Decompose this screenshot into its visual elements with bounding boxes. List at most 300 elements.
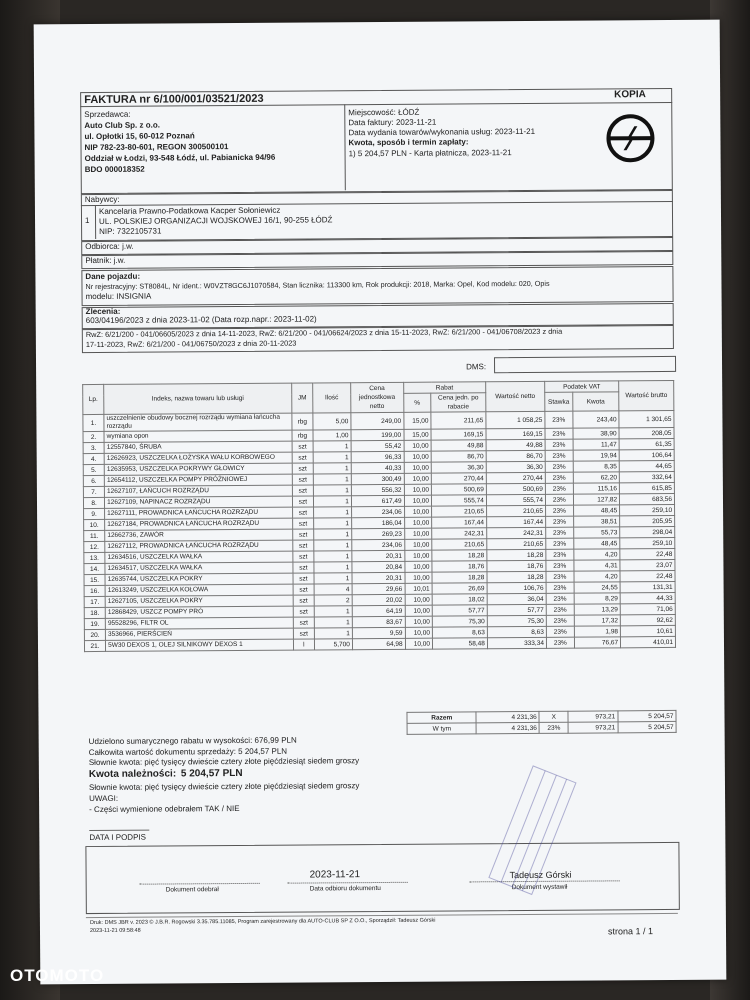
page-number: strona 1 / 1	[607, 926, 654, 937]
table-cell: 10,00	[404, 484, 431, 495]
col-lp: Lp.	[83, 384, 104, 414]
table-cell: 18,76	[432, 561, 487, 572]
table-cell: rbg	[292, 430, 313, 441]
seller-line: NIP 782-23-80-601, REGON 300500101	[84, 142, 229, 153]
table-cell: szt	[293, 628, 314, 639]
col-net: Wartość netto	[486, 381, 545, 411]
sum-gross: 5 204,57	[618, 710, 676, 721]
buyer-line: NIP: 7322105731	[99, 226, 162, 236]
table-cell: szt	[293, 595, 314, 606]
table-cell: 270,44	[486, 472, 545, 483]
table-cell: 71,06	[620, 603, 675, 614]
table-cell: szt	[293, 617, 314, 628]
table-cell: szt	[292, 485, 313, 496]
table-cell: 75,30	[487, 615, 546, 626]
table-cell: 1	[313, 463, 351, 474]
table-cell: 10,00	[404, 462, 431, 473]
footer-timestamp: 2023-11-21 09:58:48	[89, 927, 141, 935]
table-cell: 210,65	[432, 539, 487, 550]
table-cell: 57,77	[432, 605, 487, 616]
table-cell: 12627111, PROWADNICA ŁAŃCUCHA ROZRZĄDU	[105, 507, 293, 519]
table-cell: 29,66	[352, 583, 405, 594]
table-cell: 106,76	[487, 582, 546, 593]
table-cell: 23%	[546, 637, 574, 648]
table-cell: 23%	[545, 483, 573, 494]
rwz-line: RwZ: 6/21/200 - 041/06605/2023 z dnia 14-11-2023, RwZ: 6/21/200 - 041/06624/2023 z dnia 15-11-2023, RwZ: 6/21/200 - 041/06708/2023 z dnia	[85, 326, 563, 340]
table-cell: 617,49	[351, 495, 404, 506]
issuer-name: Tadeusz Górski	[509, 869, 572, 881]
table-cell: 23%	[546, 516, 574, 527]
table-cell: 49,88	[431, 440, 486, 451]
sum-vat: 973,21	[568, 711, 617, 722]
table-cell: 38,90	[573, 428, 619, 439]
table-cell: 36,30	[486, 461, 545, 472]
table-cell: 20,31	[352, 550, 405, 561]
table-cell: 4	[314, 584, 352, 595]
table-cell: 2	[314, 595, 352, 606]
table-cell: 21.	[84, 640, 105, 651]
table-cell: 12634516, USZCZELKA WAŁKA	[105, 551, 293, 563]
delivery-date: Data wydania towarów/wykonania usług: 2023-11-21	[348, 126, 536, 138]
table-cell: 13,29	[574, 604, 620, 615]
table-cell: 64,19	[352, 605, 405, 616]
table-cell: 38,51	[573, 516, 619, 527]
table-cell: szt	[292, 507, 313, 518]
table-cell: 4,20	[574, 571, 620, 582]
table-cell: 127,82	[573, 494, 619, 505]
table-cell: 23%	[545, 439, 573, 450]
table-cell: 44,33	[620, 592, 675, 603]
table-cell: 12868429, USZCZ POMPY PRÓ	[105, 606, 293, 618]
table-cell: szt	[293, 573, 314, 584]
table-cell: 18,28	[487, 571, 546, 582]
table-cell: szt	[292, 474, 313, 485]
date-sign-label: DATA I PODPIS	[89, 832, 146, 843]
table-cell: 106,64	[619, 449, 674, 460]
table-cell: 15,00	[404, 429, 431, 440]
table-cell: 4,20	[574, 549, 620, 560]
recipient: Odbiorca: j.w.	[85, 241, 134, 252]
otomoto-watermark: OTOMOTO	[10, 966, 105, 985]
table-cell: 1	[313, 452, 351, 463]
footer-print-info: Druk: DMS JBR v. 2023 © J.B.R. Rogowski 3.35.785.11085, Program zarejestrowany dla AUTO-CLUB SP Z O.O., Sporządził: Tadeusz Górski	[89, 917, 436, 927]
table-cell: 210,65	[432, 506, 487, 517]
table-cell: 19,94	[573, 450, 619, 461]
table-cell: 9,59	[352, 627, 405, 638]
table-cell: 298,04	[620, 526, 675, 537]
discount-text: Udzielono sumarycznego rabatu w wysokości: 676,99 PLN	[88, 735, 297, 747]
table-cell: 269,23	[352, 528, 405, 539]
table-cell: 17.	[84, 596, 105, 607]
table-cell: 48,45	[573, 538, 619, 549]
table-cell: 199,00	[351, 429, 404, 440]
due-value: 5 204,57 PLN	[180, 767, 243, 780]
table-cell: 12635953, USZCZELKA POKRYWY GŁOWICY	[104, 463, 292, 475]
table-cell: szt	[293, 540, 314, 551]
table-cell: 10,00	[404, 517, 431, 528]
total-value-text: Całkowita wartość dokumentu sprzedaży: 5 204,57 PLN	[88, 746, 288, 758]
table-cell: 169,15	[486, 428, 545, 439]
table-cell: 12627109, NAPINACZ ROZRZĄDU	[105, 496, 293, 508]
received-label: Dokument odebrał	[165, 886, 219, 894]
table-cell: 186,04	[351, 517, 404, 528]
payer: Płatnik: j.w.	[85, 255, 126, 266]
table-cell: 22,48	[620, 548, 675, 559]
table-cell: 12627184, PROWADNICA ŁAŃCUCHA ROZRZĄDU	[105, 518, 293, 530]
amount-words: Słownie kwota: pięć tysięcy dwieście cztery złote pięćdziesiąt siedem groszy	[88, 781, 360, 793]
sum-label: Razem	[407, 712, 477, 723]
table-cell: 17,32	[574, 615, 620, 626]
table-cell: 23%	[545, 461, 573, 472]
table-cell: 20.	[84, 629, 105, 640]
table-cell: 10,00	[404, 451, 431, 462]
table-cell: 16.	[84, 585, 105, 596]
table-cell: 115,16	[573, 483, 619, 494]
table-cell: 1	[314, 606, 352, 617]
sum-net: 4 231,36	[476, 711, 539, 722]
table-cell: 1	[314, 551, 352, 562]
table-cell: 12627105, USZCZELKA POKRY	[105, 595, 293, 607]
buyer-number: 1	[84, 216, 90, 226]
table-cell: 167,44	[486, 516, 545, 527]
seller-line: BDO 000018352	[84, 164, 145, 175]
col-jm: JM	[291, 383, 312, 413]
table-cell: 36,04	[487, 593, 546, 604]
wtym-label: W tym	[407, 723, 477, 734]
table-cell: 8,63	[432, 627, 487, 638]
issuer-label: Dokument wystawił	[511, 883, 568, 892]
table-cell: 234,06	[351, 506, 404, 517]
table-cell: 75,30	[432, 616, 487, 627]
remark-line: - Części wymienione odebrałem TAK / NIE	[89, 803, 240, 815]
table-cell: 12654112, USZCZELKA POMPY PRÓŻNIOWEJ	[104, 474, 292, 486]
table-cell: 92,62	[620, 614, 675, 625]
table-cell: 3536966, PIERŚCIEŃ	[105, 628, 293, 640]
table-cell: 1	[313, 441, 351, 452]
table-cell: 86,70	[486, 450, 545, 461]
seller-line: ul. Opłotki 15, 60-012 Poznań	[84, 131, 195, 142]
table-cell: 23%	[545, 450, 573, 461]
table-cell: 19.	[84, 618, 105, 629]
table-cell: 10,00	[404, 528, 431, 539]
vehicle-line: modelu: INSIGNIA	[85, 291, 152, 302]
table-cell: 1,98	[574, 626, 620, 637]
seller-label: Sprzedawca:	[84, 109, 131, 120]
vehicle-line: Nr rejestracyjny: ST8084L, Nr ident.: W0VZT8GC6J1070584, Stan licznika: 113300 km, Rok produkcji: 2018, Marka: Opel, Kod modelu: 020, Opis	[85, 278, 550, 292]
table-cell: 18,76	[487, 560, 546, 571]
table-cell: 555,74	[486, 494, 545, 505]
table-cell: 20,84	[352, 561, 405, 572]
copy-label: KOPIA	[614, 89, 646, 101]
table-cell: 24,55	[574, 582, 620, 593]
col-pct: %	[403, 393, 431, 412]
table-cell: 10,00	[404, 440, 431, 451]
orders-label: Zlecenia:	[85, 306, 121, 317]
table-cell: 5W30 DEXOS 1, OLEJ SILNIKOWY DEXOS 1	[106, 639, 294, 651]
table-cell: 12613249, USZCZELKA KOŁOWA	[105, 584, 293, 596]
table-cell: 1	[313, 474, 351, 485]
col-price-after: Cena jedn. po rabacie	[431, 393, 486, 412]
table-cell: 55,73	[573, 527, 619, 538]
vehicle-label: Dane pojazdu:	[85, 271, 141, 282]
table-cell: 23%	[546, 604, 574, 615]
table-cell: 18.	[84, 607, 105, 618]
orders-line: 603/04196/2023 z dnia 2023-11-02 (Data rozp.napr.: 2023-11-02)	[85, 314, 317, 326]
table-cell: 210,65	[487, 538, 546, 549]
table-cell: 683,56	[620, 493, 675, 504]
table-cell: 23%	[546, 593, 574, 604]
table-cell: 18,02	[432, 594, 487, 605]
table-cell: 64,98	[352, 638, 405, 649]
payment-info: 1) 5 204,57 PLN - Karta płatnicza, 2023-11-21	[348, 148, 512, 159]
table-cell: 12627112, PROWADNICA ŁAŃCUCHA ROZRZĄDU	[105, 540, 293, 552]
col-gross: Wartość brutto	[619, 380, 674, 410]
table-cell: 10,00	[405, 616, 432, 627]
table-cell: 1	[313, 485, 351, 496]
table-cell: 10,00	[405, 572, 432, 583]
seller-line: Oddział w Łodzi, 93-548 Łódź, ul. Pabianicka 94/96	[84, 152, 276, 164]
table-cell: 96,33	[351, 451, 404, 462]
table-cell: 23%	[546, 571, 574, 582]
table-cell: 234,06	[352, 539, 405, 550]
table-cell: 10.	[84, 519, 105, 530]
rwz-line: 17-11-2023, RwZ: 6/21/200 - 041/06750/2023 z dnia 20-11-2023	[85, 338, 297, 350]
table-cell: rbg	[292, 413, 313, 430]
table-cell: 57,77	[487, 604, 546, 615]
seller-line: Auto Club Sp. z o.o.	[84, 120, 160, 131]
table-cell: 556,32	[351, 484, 404, 495]
table-cell: 410,01	[621, 636, 676, 647]
table-cell: 211,65	[431, 412, 486, 429]
table-cell: szt	[293, 529, 314, 540]
table-cell: 167,44	[432, 517, 487, 528]
table-cell: 10,00	[404, 550, 431, 561]
table-cell: uszczelnienie obudowy bocznej rozrządu wymiana łańcucha rozrządu	[104, 413, 292, 431]
table-cell: 615,85	[619, 482, 674, 493]
table-cell: 10,00	[405, 605, 432, 616]
items-table	[82, 380, 676, 652]
buyer-line: UL. POLSKIEJ ORGANIZACJI WOJSKOWEJ 16/1, 90-255 ŁÓDŹ	[99, 215, 333, 226]
table-cell: 1	[314, 617, 352, 628]
table-cell: 1	[314, 562, 352, 573]
table-cell: 23%	[546, 615, 574, 626]
table-cell: 242,31	[487, 527, 546, 538]
table-cell: 1,00	[313, 430, 351, 441]
invoice-date: Data faktury: 2023-11-21	[348, 117, 437, 128]
table-cell: szt	[293, 551, 314, 562]
table-cell: 1	[314, 628, 352, 639]
dms-label: DMS:	[466, 362, 487, 372]
table-cell: 11.	[84, 530, 105, 541]
table-cell: 249,00	[351, 412, 404, 429]
payment-label: Kwota, sposób i termin zapłaty:	[348, 137, 469, 148]
col-vat: Podatek VAT	[545, 381, 619, 393]
table-cell: 131,31	[620, 581, 675, 592]
table-cell: 18,28	[487, 549, 546, 560]
table-cell: 23%	[546, 626, 574, 637]
table-cell: 243,40	[573, 411, 620, 428]
table-cell: 300,49	[351, 473, 404, 484]
table-cell: 10,01	[405, 583, 432, 594]
table-cell: 5.	[83, 464, 104, 475]
signature-box	[85, 842, 679, 914]
table-cell: 23%	[545, 505, 573, 516]
table-cell: 8,35	[573, 461, 619, 472]
table-cell: 210,65	[486, 505, 545, 516]
table-cell: 76,67	[574, 637, 620, 648]
table-cell: 10,00	[404, 473, 431, 484]
table-cell: 1	[314, 518, 352, 529]
table-cell: 270,44	[431, 473, 486, 484]
table-cell: szt	[292, 441, 313, 452]
col-rabat: Rabat	[403, 382, 485, 394]
table-cell: 18,28	[432, 572, 487, 583]
totals-table	[406, 710, 676, 735]
table-cell: 23%	[546, 582, 574, 593]
table-cell: 12626923, USZCZELKA ŁOŻYSKA WAŁU KORBOWEGO	[104, 452, 292, 464]
due-label: Kwota należności:	[88, 768, 177, 781]
table-cell: 10,00	[404, 539, 431, 550]
table-cell: 62,20	[573, 472, 619, 483]
sum-rate: X	[539, 711, 568, 722]
wtym-vat: 973,21	[568, 722, 617, 733]
table-cell: 23%	[546, 527, 574, 538]
table-cell: 1	[314, 540, 352, 551]
col-amount: Kwota	[572, 392, 619, 411]
table-cell: 49,88	[486, 439, 545, 450]
table-cell: 4.	[83, 453, 104, 464]
table-cell: 8,29	[574, 593, 620, 604]
table-cell: 3.	[83, 442, 104, 453]
table-cell: 15,00	[403, 412, 431, 429]
table-cell: szt	[292, 518, 313, 529]
wtym-net: 4 231,36	[477, 722, 540, 733]
table-cell: 20,02	[352, 594, 405, 605]
table-cell: 259,10	[620, 537, 675, 548]
dms-field	[494, 356, 676, 373]
table-cell: l	[293, 639, 314, 650]
table-cell: 1	[313, 496, 351, 507]
table-cell: 12.	[84, 541, 105, 552]
table-cell: 23%	[545, 494, 573, 505]
table-cell: 23%	[545, 472, 573, 483]
table-cell: 500,69	[431, 484, 486, 495]
table-cell: wymiana opon	[104, 430, 292, 442]
table-cell: 12662736, ZAWÓR	[105, 529, 293, 541]
receipt-date: 2023-11-21	[309, 869, 361, 881]
invoice-title: FAKTURA nr 6/100/001/03521/2023	[84, 92, 264, 107]
table-cell: 10,00	[405, 627, 432, 638]
table-cell: 83,67	[352, 616, 405, 627]
table-cell: 12634517, USZCZELKA WAŁKA	[105, 562, 293, 574]
buyer-line: Kancelaria Prawno-Podatkowa Kacper Sołoniewicz	[98, 205, 281, 216]
table-cell: 12627107, ŁAŃCUCH ROZRZĄDU	[104, 485, 292, 497]
amount-words: Słownie kwota: pięć tysięcy dwieście cztery złote pięćdziesiąt siedem groszy	[88, 756, 360, 768]
table-cell: 7.	[83, 486, 104, 497]
table-cell: szt	[292, 452, 313, 463]
table-cell: 1	[314, 529, 352, 540]
table-cell: 4,31	[574, 560, 620, 571]
invoice-paper	[34, 20, 727, 985]
table-cell: 23%	[545, 411, 573, 428]
table-cell: 1 301,65	[619, 410, 674, 427]
table-cell: 12635744, USZCZELKA POKRY	[105, 573, 293, 585]
table-cell: 333,34	[487, 637, 546, 648]
table-cell: 18,28	[432, 550, 487, 561]
table-cell: 5,00	[313, 413, 351, 430]
table-cell: 500,69	[486, 483, 545, 494]
table-cell: 10,00	[404, 506, 431, 517]
table-cell: 23,07	[620, 559, 675, 570]
buyer-label: Nabywcy:	[84, 194, 120, 205]
table-cell: 44,65	[619, 460, 674, 471]
table-cell: 26,69	[432, 583, 487, 594]
table-cell: 10,00	[405, 638, 432, 649]
place: Miejscowość: ŁÓDŹ	[348, 107, 420, 118]
company-stamp-icon	[479, 761, 590, 902]
table-cell: 15.	[84, 574, 105, 585]
table-cell: 14.	[84, 563, 105, 574]
table-cell: 555,74	[432, 495, 487, 506]
table-cell: 6.	[83, 475, 104, 486]
table-cell: 10,00	[404, 495, 431, 506]
table-cell: 8.	[83, 497, 104, 508]
table-cell: 23%	[545, 428, 573, 439]
table-cell: 13.	[84, 552, 105, 563]
table-cell: 242,31	[432, 528, 487, 539]
table-cell: szt	[293, 606, 314, 617]
table-cell: 58,48	[432, 638, 487, 649]
table-cell: 205,95	[620, 515, 675, 526]
table-cell: 259,10	[620, 504, 675, 515]
receipt-date-label: Data odbioru dokumentu	[309, 885, 381, 893]
table-cell: 95528296, FILTR OL	[105, 617, 293, 629]
table-cell: 86,70	[431, 451, 486, 462]
table-cell: 48,45	[573, 505, 619, 516]
table-cell: szt	[293, 562, 314, 573]
col-price: Cena jednostkowa netto	[351, 382, 404, 412]
table-cell: 1.	[83, 414, 104, 431]
table-cell: 23%	[546, 538, 574, 549]
table-cell: 5,700	[314, 639, 352, 650]
table-cell: 55,42	[351, 440, 404, 451]
table-cell: 8,63	[487, 626, 546, 637]
table-cell: 36,30	[431, 462, 486, 473]
col-rate: Stawka	[545, 392, 573, 411]
col-qty: Ilość	[313, 383, 351, 413]
table-cell: szt	[292, 496, 313, 507]
wtym-rate: 23%	[539, 722, 568, 733]
table-cell: 1	[313, 507, 351, 518]
table-cell: 10,61	[620, 625, 675, 636]
table-cell: 169,15	[431, 429, 486, 440]
table-cell: 40,33	[351, 462, 404, 473]
table-cell: 2.	[83, 431, 104, 442]
table-cell: 61,35	[619, 438, 674, 449]
table-cell: 11,47	[573, 439, 619, 450]
opel-logo-icon	[604, 112, 656, 164]
table-cell: 22,48	[620, 570, 675, 581]
remarks-label: UWAGI:	[89, 793, 119, 804]
table-cell: 12557840, ŚRUBA	[104, 441, 292, 453]
wtym-gross: 5 204,57	[618, 721, 676, 732]
table-cell: 208,05	[619, 427, 674, 438]
col-index: Indeks, nazwa towaru lub usługi	[104, 383, 292, 414]
table-cell: 1 058,25	[486, 411, 545, 428]
table-cell: 23%	[546, 549, 574, 560]
table-cell: 20,31	[352, 572, 405, 583]
table-cell: 9.	[84, 508, 105, 519]
